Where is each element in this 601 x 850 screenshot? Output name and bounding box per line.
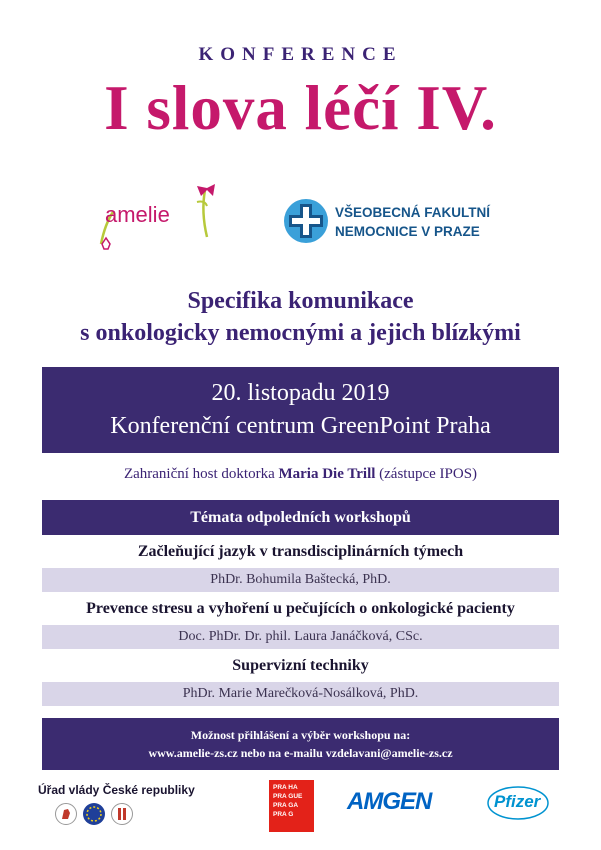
guest-line: [0, 466, 601, 483]
vfn-line1: VŠEOBECNÁ FAKULTNÍ: [335, 205, 491, 220]
prague-line: PRA GA: [273, 802, 299, 809]
workshop-title: Prevence stresu a vyhoření u pečujících o onkologické pacienty: [42, 594, 559, 624]
guest-name: Maria Die Trill: [278, 466, 376, 482]
prague-line: PRA HA: [273, 784, 298, 791]
conference-title: I slova léčí IV.: [104, 73, 497, 143]
guest-suffix: (zástupce IPOS): [379, 466, 478, 482]
pfizer-wordmark: Pfizer: [494, 792, 541, 811]
registration-box: [42, 718, 559, 770]
workshop-title: Supervizní techniky: [42, 651, 559, 681]
amelie-logo: [97, 182, 217, 262]
workshops-header: Témata odpoledních workshopů: [42, 500, 559, 535]
conference-subtitle: [0, 285, 601, 349]
workshop-lecturer: Doc. PhDr. Dr. phil. Laura Janáčková, CSc.: [42, 625, 559, 649]
prague-logo: [269, 780, 314, 832]
prague-line: PRA GUE: [273, 793, 303, 800]
event-date: 20. listopadu 2019: [211, 380, 390, 406]
workshop-title: Začleňující jazyk v transdisciplinárních týmech: [42, 537, 559, 567]
event-venue: Konferenční centrum GreenPoint Praha: [110, 413, 491, 439]
event-info-box: [42, 367, 559, 453]
vfn-logo: [283, 198, 513, 248]
czech-lion-icon: [55, 803, 77, 825]
emblem-icon: [111, 803, 133, 825]
hospital-cross-icon: [283, 198, 329, 244]
prague-line: PRA G: [273, 811, 294, 818]
gov-sponsor-label: Úřad vlády České republiky: [38, 783, 195, 797]
registration-line2: www.amelie-zs.cz nebo na e-mailu vzdelavani@amelie-zs.cz: [148, 746, 453, 760]
pfizer-logo: [487, 786, 549, 820]
workshop-lecturer: PhDr. Bohumila Baštecká, PhD.: [42, 568, 559, 592]
guest-prefix: Zahraniční host doktorka: [123, 466, 275, 482]
amelie-wordmark: amelie: [105, 202, 170, 227]
amgen-logo: AMGEN: [347, 788, 432, 815]
workshop-lecturer: PhDr. Marie Marečková-Nosálková, PhD.: [42, 682, 559, 706]
subtitle-line2: s onkologicky nemocnými a jejich blízkými: [80, 320, 521, 346]
conference-kicker: KONFERENCE: [198, 44, 403, 65]
vfn-line2: NEMOCNICE V PRAZE: [335, 224, 480, 239]
registration-line1: Možnost přihlášení a výběr workshopu na:: [190, 728, 411, 742]
subtitle-line1: Specifika komunikace: [187, 288, 414, 314]
eu-stars-icon: [83, 803, 105, 825]
